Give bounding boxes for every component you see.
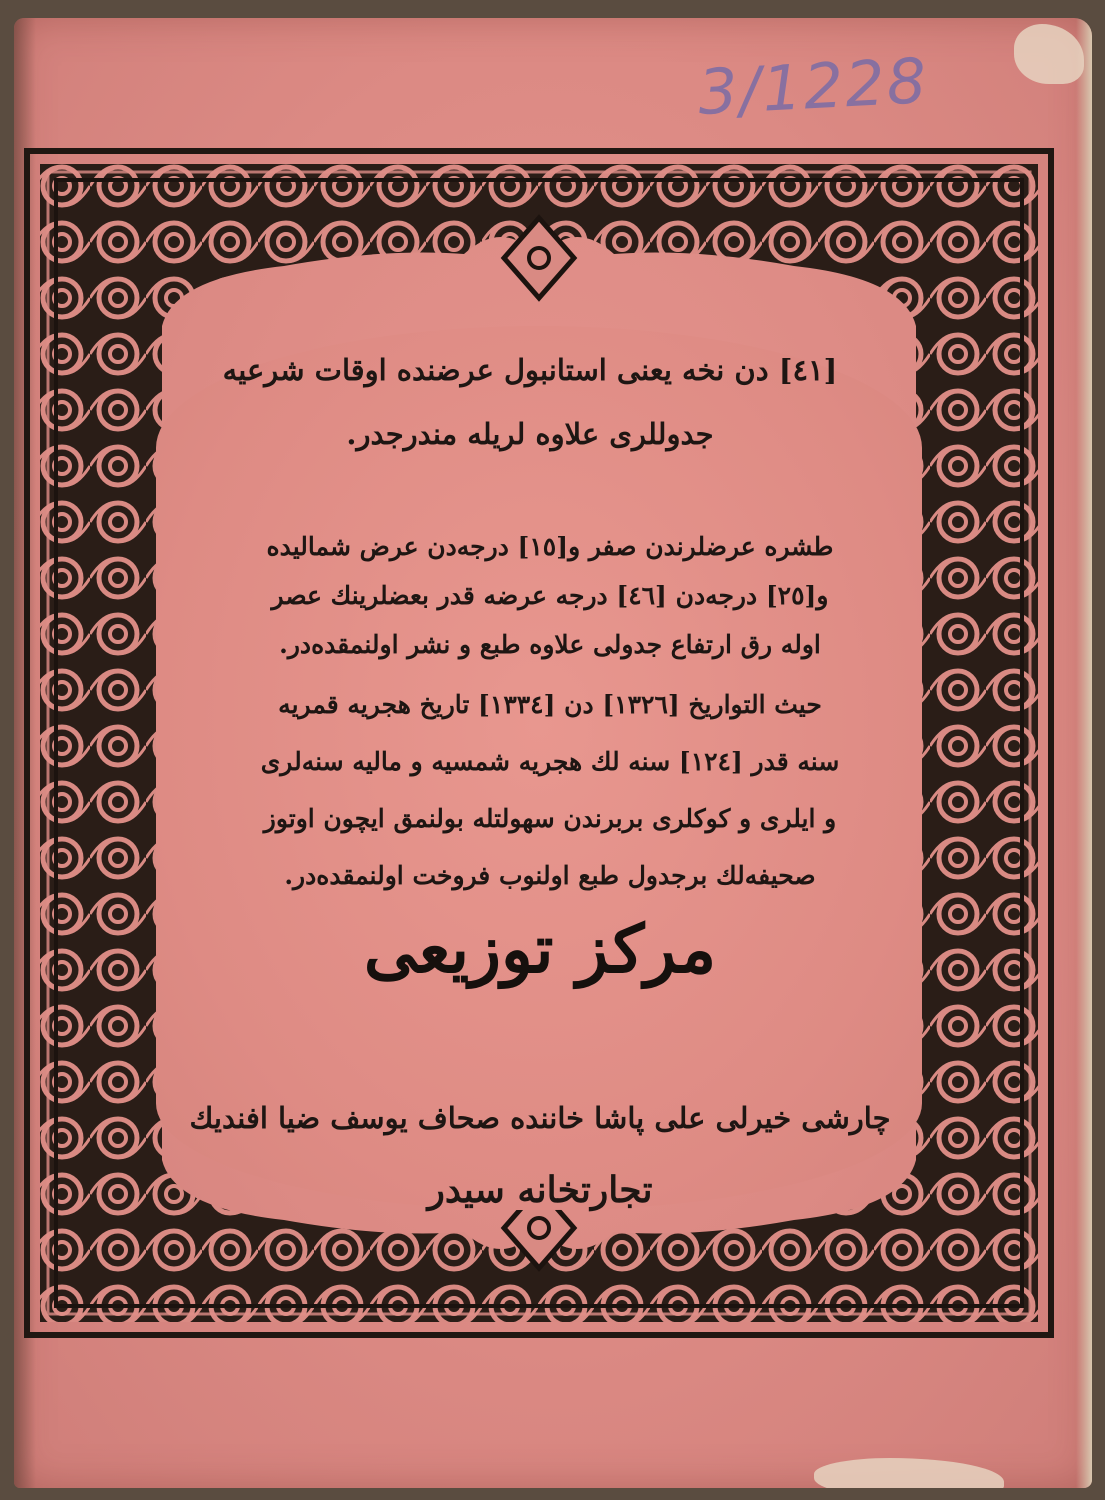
text-line: حيث التواريخ [١٣٢٦] دن [١٣٣٤] تاريخ هجريه قمريه [278, 690, 822, 719]
description-paragraph [180, 522, 920, 669]
text-line: و ايلرى و كوكلرى بربرندن سهولتله بولنمق ايچون اوتوز [263, 804, 837, 833]
paper-wear-top-right [1014, 24, 1084, 84]
paper-wear-bottom [814, 1458, 1004, 1488]
text-line: و[٢٥] درجه‌دن [٤٦] درجه عرضه قدر بعضلرينك عصر [271, 581, 829, 610]
text-line: چارشى خيرلى على پاشا خاننده صحاف يوسف ضيا افنديك [189, 1101, 891, 1135]
calendar-paragraph [176, 676, 924, 904]
text-line: طشره عرضلرندن صفر و[١٥] درجه‌دن عرض شماليده [266, 532, 834, 561]
text-line: [٤١] دن نخه يعنى استانبول عرضنده اوقات شرعيه [222, 353, 838, 387]
text-line: تجارتخانه سيدر [427, 1169, 653, 1211]
distribution-heading: مركز توزيعى [363, 910, 717, 988]
text-line: صحيفه‌لك برجدول طبع اولنوب فروخت اولنمقده‌در. [284, 861, 816, 890]
text-line: سنه قدر [١٢٤] سنه لك هجريه شمسيه و ماليه سنه‌لرى [260, 747, 840, 776]
text-line: جدوللرى علاوه لريله مندرجدر. [346, 417, 714, 451]
catalog-number: 3/1228 [696, 44, 930, 129]
page-edges [1076, 18, 1092, 1488]
text-line: اوله رق ارتفاع جدولی علاوه طبع و نشر اولنمقده‌در. [279, 630, 821, 659]
publisher-address [140, 1082, 940, 1226]
title-paragraph [150, 338, 910, 466]
